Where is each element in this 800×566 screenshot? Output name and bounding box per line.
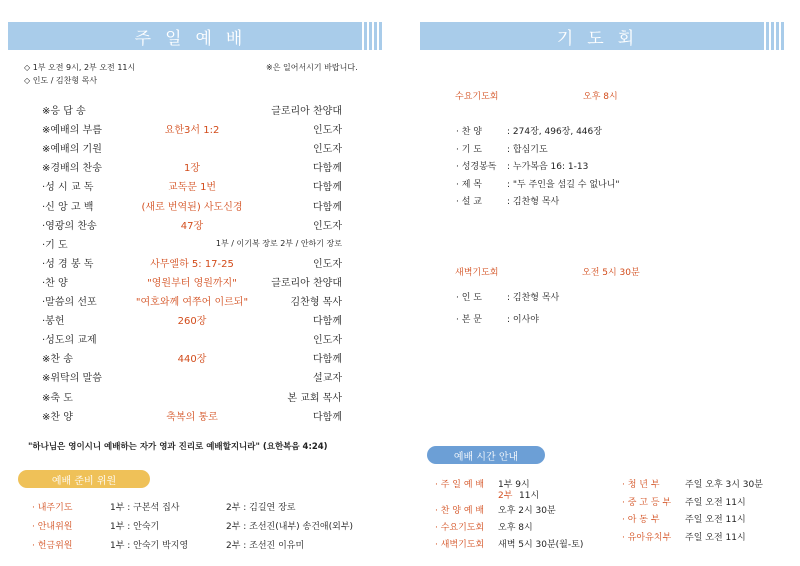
order-detail: (새로 번역된) 사도신경 <box>141 201 243 213</box>
schedule-value: 오후 2시 30분 <box>498 506 556 516</box>
dawn-title: 새벽기도회 <box>455 268 499 278</box>
order-row <box>42 368 342 385</box>
schedule-key: · 찬 양 예 배 <box>435 506 485 516</box>
committee-part1: 1부 : 안숙기 <box>110 522 160 532</box>
order-label: ·영광의 찬송 <box>42 220 97 232</box>
order-row <box>42 197 342 214</box>
order-row <box>42 216 342 233</box>
committee-part1: 1부 : 구본석 집사 <box>110 503 180 513</box>
schedule-value: 1부 9시 <box>498 480 530 490</box>
order-detail: 1부 / 이기복 장로 2부 / 안하기 장로 <box>215 238 342 248</box>
order-label: ·성 경 봉 독 <box>42 258 94 270</box>
order-row <box>42 292 342 309</box>
order-label: ※위탁의 말씀 <box>42 373 102 385</box>
wed-item-value: : 누가복음 16: 1-13 <box>507 162 589 172</box>
wed-item-key: · 성경봉독 <box>456 162 497 172</box>
committee-title: 예배 준비 위원 <box>18 470 150 488</box>
order-person: 인도자 <box>313 220 342 232</box>
schedule-value: 주일 오전 11시 <box>685 515 746 525</box>
order-label: ·신 앙 고 백 <box>42 201 94 213</box>
dawn-item-key: · 인 도 <box>456 293 482 303</box>
order-label: ·봉헌 <box>42 316 65 328</box>
wed-item-value: : 김찬형 목사 <box>507 197 560 207</box>
order-detail: "영원부터 영원까지" <box>147 277 237 289</box>
order-label: ※응 답 송 <box>42 106 86 117</box>
standing-note: ※은 일어서시기 바랍니다. <box>266 63 358 72</box>
service-times: ◇ 1부 오전 9시, 2부 오전 11시 <box>24 63 136 72</box>
prayer-title-band <box>420 22 785 50</box>
order-detail: 47장 <box>180 220 204 232</box>
order-label: ※예배의 부름 <box>42 125 102 137</box>
committee-role: · 헌금위원 <box>32 541 73 551</box>
wed-item-key: · 기 도 <box>456 144 482 155</box>
verse-quote: "하나님은 영이시니 예배하는 자가 영과 진리로 예배할지니라" (요한복음 4:24) <box>28 442 328 452</box>
schedule-value: 오후 8시 <box>498 523 533 533</box>
order-detail: 교독문 1번 <box>167 182 217 194</box>
order-row <box>42 254 342 271</box>
wed-item-value: : 274장, 496장, 446장 <box>507 127 602 137</box>
order-person: 본 교회 목사 <box>287 392 342 404</box>
order-person: 다함께 <box>313 354 342 366</box>
wed-item-value: : "두 주인을 섬길 수 없나니" <box>507 179 620 190</box>
order-person: 다함께 <box>313 411 342 423</box>
order-label: ※예배의 기원 <box>42 144 102 156</box>
dawn-item-value: : 이사야 <box>507 315 539 325</box>
order-detail: 축복의 통로 <box>166 411 218 423</box>
order-person: 다함께 <box>313 316 342 328</box>
order-person: 인도자 <box>313 335 342 347</box>
wed-item-key: · 제 목 <box>456 179 482 190</box>
schedule-key: · 새벽기도회 <box>435 540 485 550</box>
committee-role: · 내주기도 <box>32 503 73 513</box>
order-row <box>42 139 342 156</box>
order-label: ※경배의 찬송 <box>42 163 102 175</box>
order-detail: 사무엘하 5: 17-25 <box>150 258 234 270</box>
order-person: 설교자 <box>313 373 342 385</box>
schedule-key: · 수요기도회 <box>435 523 485 533</box>
order-row <box>42 158 342 175</box>
schedule-key: · 유아유치부 <box>622 532 672 543</box>
order-row <box>42 407 342 424</box>
schedule-title: 예배 시간 안내 <box>427 446 545 464</box>
schedule-value: 새벽 5시 30분(월-토) <box>498 540 584 550</box>
order-person: 글로리아 찬양대 <box>271 277 342 289</box>
committee-part1: 1부 : 안숙기 박지영 <box>110 541 189 551</box>
wednesday-title: 수요기도회 <box>455 92 499 102</box>
order-person: 글로리아 찬양대 <box>271 106 342 117</box>
schedule-value: 주일 오전 11시 <box>685 497 746 508</box>
order-row <box>42 388 342 405</box>
band-stripe <box>359 22 383 50</box>
order-row <box>42 120 342 137</box>
dawn-item-key: · 본 문 <box>456 315 482 325</box>
order-label: ※찬 양 <box>42 411 73 423</box>
schedule-key-2: 2부 <box>498 491 513 501</box>
order-row <box>42 101 342 118</box>
schedule-value: 주일 오전 11시 <box>685 532 746 543</box>
order-person: 인도자 <box>313 125 342 137</box>
order-detail: 요한3서 1:2 <box>164 125 220 137</box>
order-detail: 440장 <box>177 354 207 366</box>
committee-role: · 안내위원 <box>32 522 73 532</box>
schedule-key: · 주 일 예 배 <box>435 480 485 490</box>
wed-item-value: : 합심기도 <box>507 144 548 155</box>
order-label: ※찬 송 <box>42 354 73 366</box>
schedule-key: · 중 고 등 부 <box>622 497 672 508</box>
worship-title: 주일예배 <box>134 28 257 49</box>
order-label: ·찬 양 <box>42 277 68 289</box>
order-person: 다함께 <box>313 201 342 213</box>
schedule-value-2: 11시 <box>519 491 540 501</box>
order-label: ·기 도 <box>42 239 68 251</box>
wed-item-key: · 설 교 <box>456 197 482 207</box>
order-row <box>42 349 342 366</box>
schedule-key: · 청 년 부 <box>622 480 660 490</box>
worship-title-band <box>8 22 383 50</box>
schedule-value: 주일 오후 3시 30분 <box>685 480 763 490</box>
order-label: ※축 도 <box>42 392 73 404</box>
order-detail: "여호와께 여쭈어 이르되" <box>135 297 249 308</box>
order-person: 다함께 <box>313 182 342 194</box>
order-label: ·성 시 교 독 <box>42 182 94 194</box>
prayer-title: 기도회 <box>556 28 649 49</box>
order-detail: 1장 <box>183 163 201 175</box>
committee-part2: 2부 : 조선진 이유미 <box>226 541 305 551</box>
order-label: ·말씀의 선포 <box>42 297 97 308</box>
committee-part2: 2부 : 조선진(내부) 송건애(외부) <box>226 522 354 532</box>
order-row <box>42 177 342 194</box>
order-person: 인도자 <box>313 144 342 156</box>
dawn-item-value: : 김찬형 목사 <box>507 293 560 303</box>
dawn-time: 오전 5시 30분 <box>582 268 640 278</box>
order-row <box>42 235 342 252</box>
order-person: 인도자 <box>313 258 342 270</box>
band-stripe <box>761 22 785 50</box>
order-row <box>42 330 342 347</box>
wed-item-key: · 찬 양 <box>456 127 482 137</box>
order-row <box>42 311 342 328</box>
wednesday-time: 오후 8시 <box>583 92 618 102</box>
order-person: 김찬형 목사 <box>290 297 342 308</box>
order-person: 다함께 <box>313 163 342 175</box>
order-detail: 260장 <box>177 316 207 328</box>
order-label: ·성도의 교제 <box>42 335 97 347</box>
schedule-key: · 아 동 부 <box>622 515 660 525</box>
committee-part2: 2부 : 김길연 장로 <box>226 503 296 513</box>
order-row <box>42 273 342 290</box>
leader-info: ◇ 인도 / 김찬형 목사 <box>24 76 98 85</box>
